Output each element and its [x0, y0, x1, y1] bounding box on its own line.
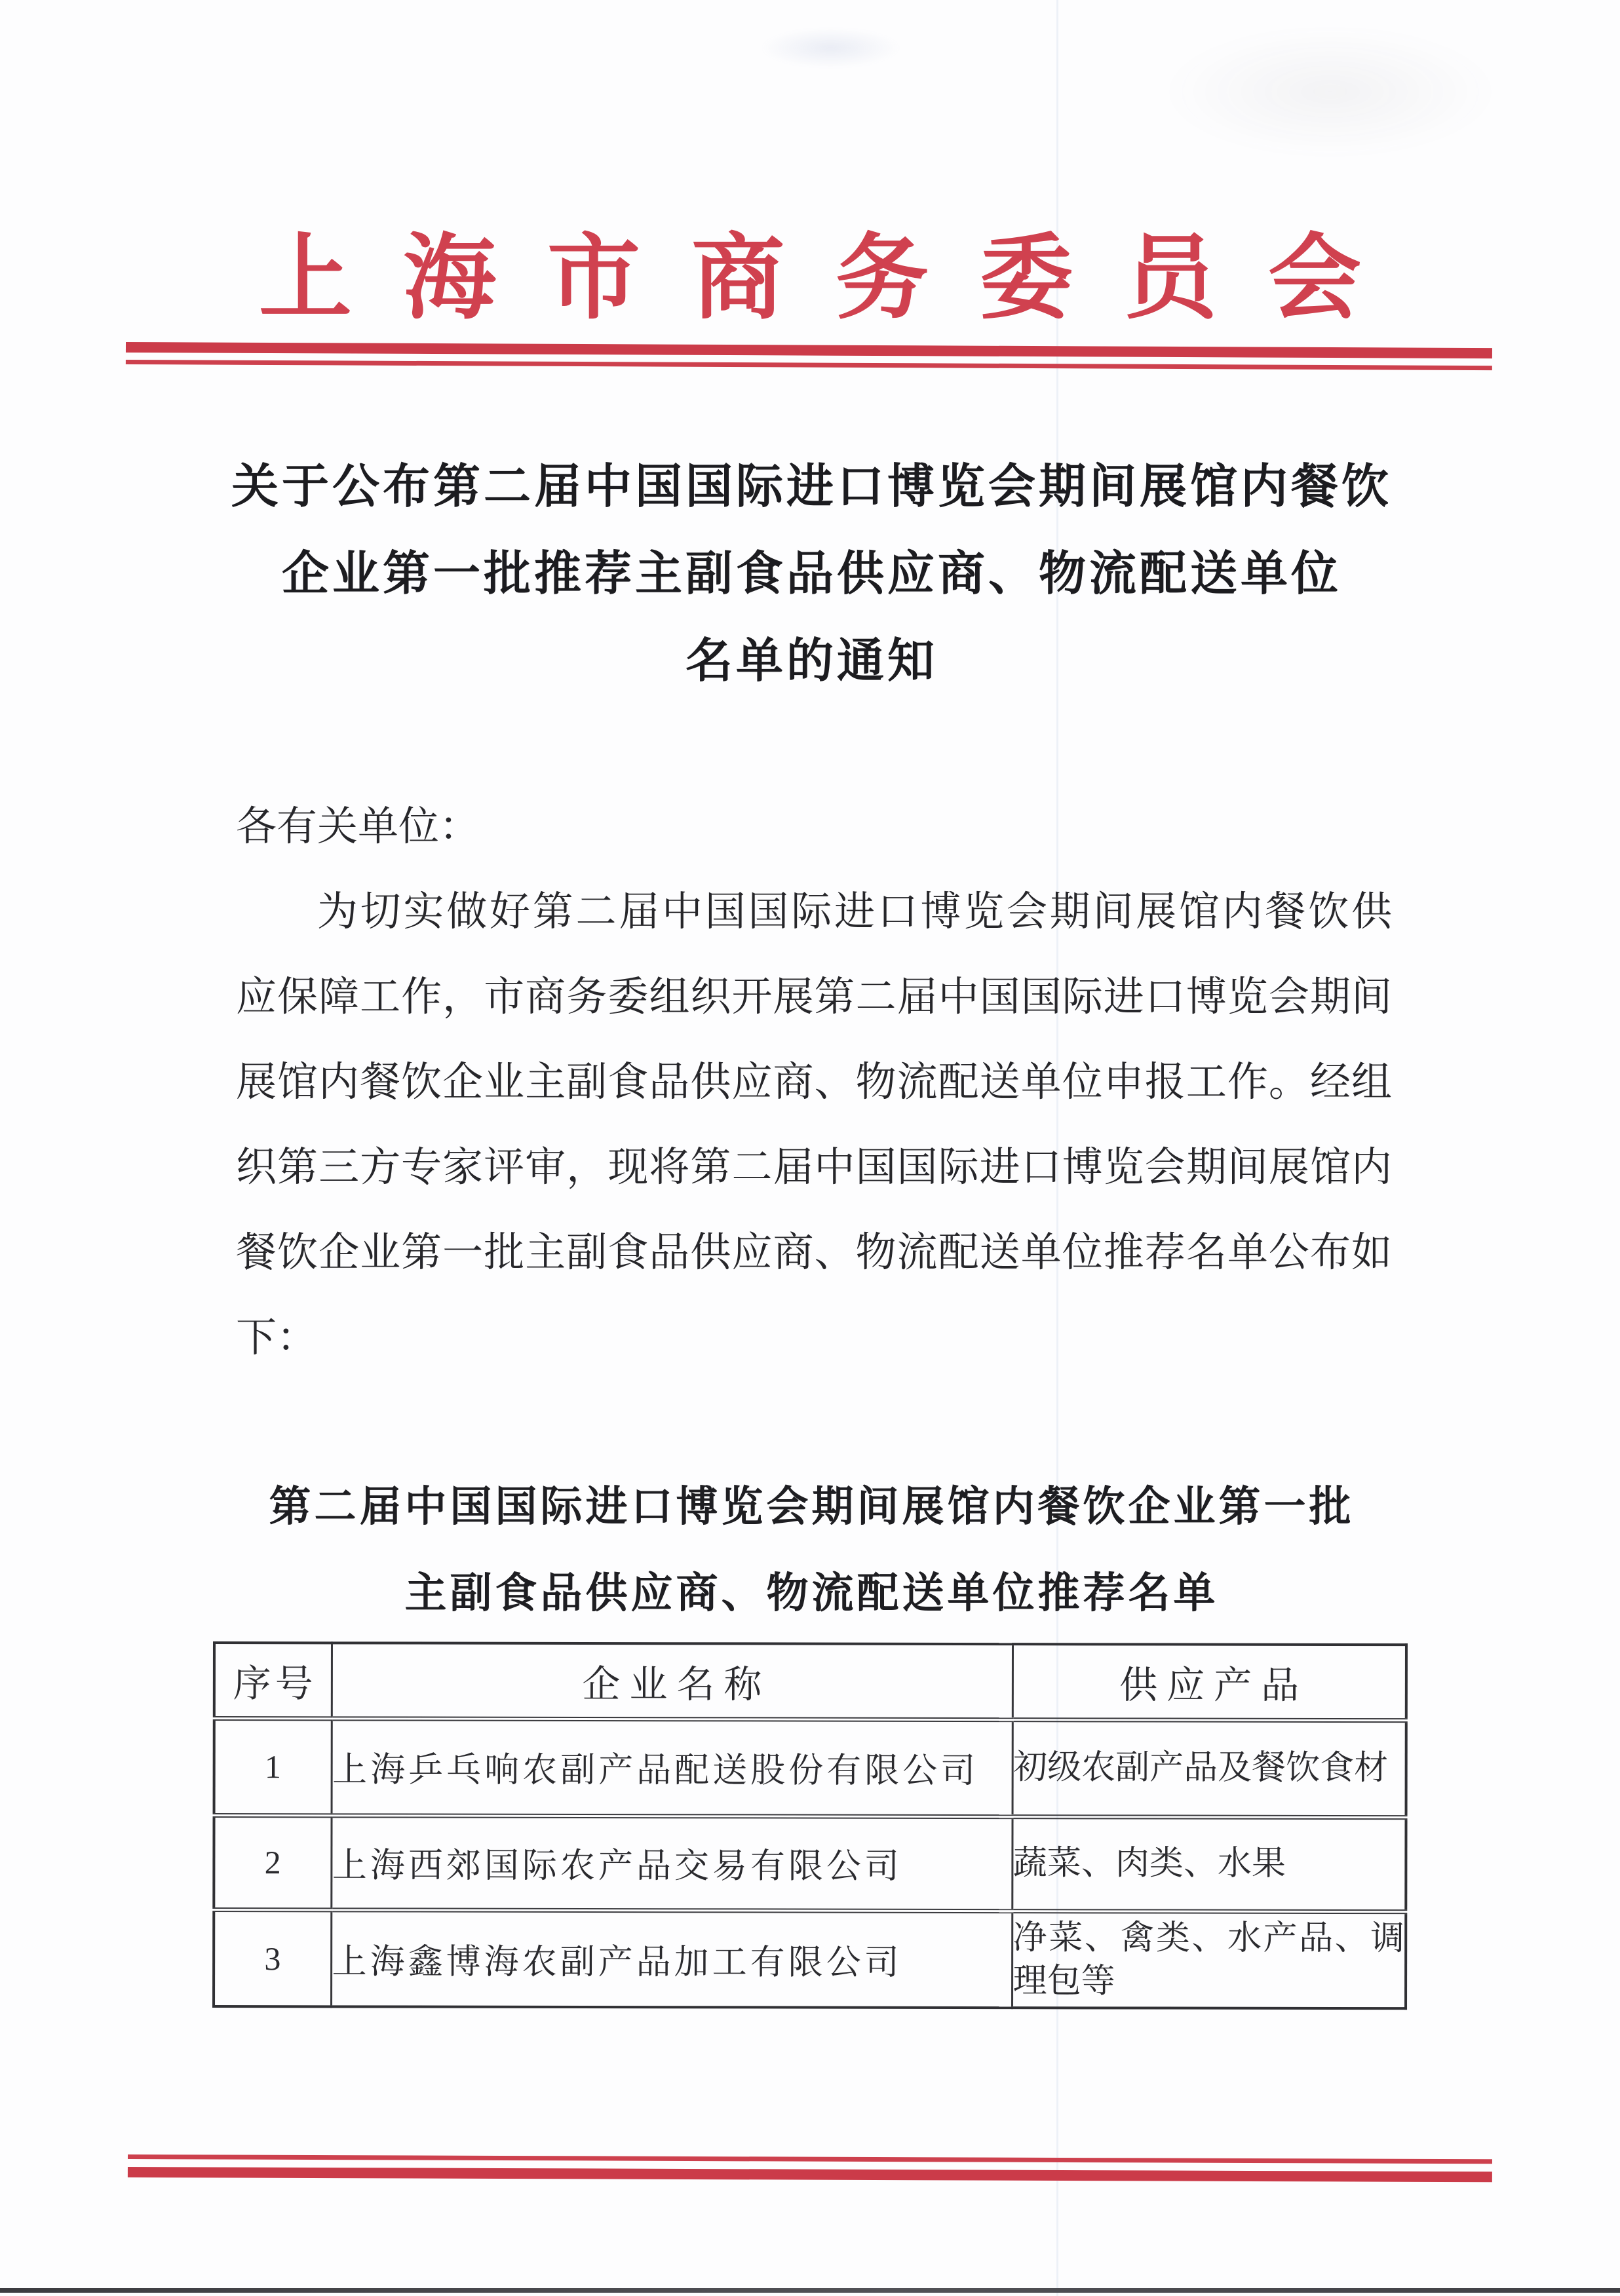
scan-page-bottom-edge	[0, 2288, 1620, 2293]
salutation-line: 各有关单位：	[236, 805, 480, 849]
list-title-line-1: 第二届中国国际进口博览会期间展馆内餐饮企业第一批	[269, 1483, 1355, 1530]
row2-products: 蔬菜、肉类、水果	[1012, 1816, 1406, 1911]
letterhead-divider	[126, 342, 1492, 370]
header-cell-products: 供应产品	[1013, 1644, 1406, 1720]
list-title-line-2: 主副食品供应商、物流配送单位推荐名单	[404, 1570, 1219, 1617]
document-body	[236, 784, 1392, 1381]
document-title-line-2: 企业第一批推荐主副食品供应商、物流配送单位	[281, 548, 1341, 600]
row3-company: 上海鑫博海农副产品加工有限公司	[331, 1909, 1012, 2008]
table-row	[214, 1909, 1406, 2008]
row1-serial: 1	[214, 1718, 332, 1815]
header-cell-company: 企业名称	[332, 1643, 1013, 1719]
document-title-line-3: 名单的通知	[685, 635, 938, 687]
row3-products: 净菜、禽类、水产品、调理包等	[1012, 1911, 1406, 2008]
organization-title: 上海市商务委员会	[259, 227, 1412, 330]
scan-smudge	[760, 28, 901, 68]
row1-company: 上海乒乓响农副产品配送股份有限公司	[332, 1718, 1013, 1816]
document-title	[0, 444, 1620, 705]
table-row	[214, 1815, 1406, 1911]
table-row	[214, 1718, 1406, 1817]
row2-serial: 2	[214, 1815, 331, 1909]
list-title	[0, 1464, 1620, 1637]
table-header-row	[214, 1643, 1406, 1720]
suppliers-table	[212, 1641, 1408, 2010]
header-cell-serial: 序号	[214, 1643, 332, 1718]
footer-divider	[128, 2154, 1492, 2182]
paragraph-line-1: 为切实做好第二届中国国际进口博览会期间展馆内餐饮供	[317, 890, 1392, 934]
row2-company: 上海西郊国际农产品交易有限公司	[331, 1815, 1012, 1911]
row1-products: 初级农副产品及餐饮食材	[1013, 1719, 1406, 1817]
row3-serial: 3	[214, 1909, 331, 2006]
scan-smudge	[1167, 26, 1494, 157]
paragraph-line-5: 餐饮企业第一批主副食品供应商、物流配送单位推荐名单公布如	[236, 1231, 1392, 1275]
paragraph-line-2: 应保障工作，市商务委组织开展第二届中国国际进口博览会期间	[236, 975, 1392, 1020]
document-title-line-1: 关于公布第二届中国国际进口博览会期间展馆内餐饮	[231, 461, 1392, 513]
paragraph-line-4: 织第三方专家评审，现将第二届中国国际进口博览会期间展馆内	[236, 1145, 1392, 1190]
paragraph-line-3: 展馆内餐饮企业主副食品供应商、物流配送单位申报工作。经组	[236, 1060, 1392, 1105]
suppliers-table-wrap	[212, 1641, 1408, 2010]
closing-line: 下：	[236, 1316, 318, 1360]
